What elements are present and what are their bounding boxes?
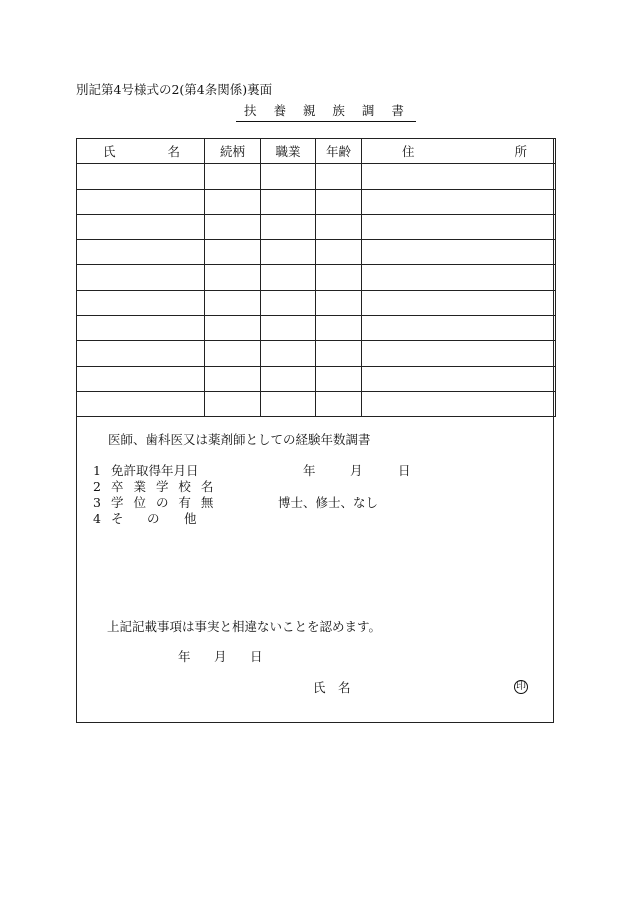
table-row — [77, 316, 556, 341]
signature-name-label: 氏 名 — [313, 680, 351, 695]
license-year-label: 年 — [303, 463, 316, 478]
document-title: 扶 養 親 族 調 書 — [236, 105, 416, 122]
cell-relation[interactable] — [205, 391, 261, 416]
degree-label: 学 位 の 有 無 — [111, 495, 217, 510]
certification-statement: 上記記載事項は事実と相違ないことを認めます。 — [107, 619, 382, 634]
cell-occupation[interactable] — [261, 316, 316, 341]
cell-age[interactable] — [316, 366, 362, 391]
school-label: 卒 業 学 校 名 — [111, 479, 217, 494]
cell-name[interactable] — [77, 391, 205, 416]
cell-name[interactable] — [77, 316, 205, 341]
cell-name[interactable] — [77, 341, 205, 366]
table-row — [77, 341, 556, 366]
table-row — [77, 366, 556, 391]
item-number: 4 — [93, 511, 101, 526]
cell-address[interactable] — [362, 316, 556, 341]
column-header-occupation: 職業 — [261, 139, 316, 164]
cell-age[interactable] — [316, 214, 362, 239]
cell-occupation[interactable] — [261, 240, 316, 265]
cell-relation[interactable] — [205, 189, 261, 214]
column-header-address-part: 住 — [402, 144, 415, 160]
cell-relation[interactable] — [205, 164, 261, 189]
cell-age[interactable] — [316, 240, 362, 265]
cert-day-label: 日 — [250, 649, 263, 664]
table-header-row — [77, 139, 556, 164]
cell-relation[interactable] — [205, 214, 261, 239]
column-header-age: 年齢 — [316, 139, 362, 164]
cell-name[interactable] — [77, 265, 205, 290]
cell-name[interactable] — [77, 214, 205, 239]
cell-address[interactable] — [362, 189, 556, 214]
item-number: 3 — [93, 495, 101, 510]
cell-relation[interactable] — [205, 290, 261, 315]
cell-occupation[interactable] — [261, 341, 316, 366]
cell-age[interactable] — [316, 164, 362, 189]
column-header-name-part: 氏 — [103, 144, 116, 160]
cell-address[interactable] — [362, 366, 556, 391]
table-row — [77, 290, 556, 315]
other-label-part: 他 — [184, 511, 197, 526]
cell-relation[interactable] — [205, 366, 261, 391]
cert-year-label: 年 — [178, 649, 191, 664]
cell-name[interactable] — [77, 189, 205, 214]
cell-name[interactable] — [77, 290, 205, 315]
cell-address[interactable] — [362, 164, 556, 189]
cell-occupation[interactable] — [261, 164, 316, 189]
cell-age[interactable] — [316, 265, 362, 290]
seal-icon: 印 — [516, 681, 526, 692]
cell-name[interactable] — [77, 164, 205, 189]
cell-name[interactable] — [77, 366, 205, 391]
table-row — [77, 189, 556, 214]
cell-age[interactable] — [316, 189, 362, 214]
cell-occupation[interactable] — [261, 214, 316, 239]
dependents-table — [76, 138, 556, 417]
table-row — [77, 214, 556, 239]
cell-age[interactable] — [316, 290, 362, 315]
item-number: 1 — [93, 463, 101, 478]
cell-age[interactable] — [316, 316, 362, 341]
license-day-label: 日 — [398, 463, 411, 478]
column-header-address — [362, 139, 556, 164]
other-label-part: そ — [111, 511, 124, 526]
other-label-part: の — [147, 511, 160, 526]
item-number: 2 — [93, 479, 101, 494]
degree-options: 博士、修士、なし — [278, 495, 379, 510]
cell-occupation[interactable] — [261, 290, 316, 315]
experience-heading: 医師、歯科医又は薬剤師としての経験年数調書 — [108, 432, 371, 447]
cell-address[interactable] — [362, 290, 556, 315]
cell-age[interactable] — [316, 391, 362, 416]
cell-occupation[interactable] — [261, 265, 316, 290]
cell-address[interactable] — [362, 265, 556, 290]
cell-occupation[interactable] — [261, 189, 316, 214]
table-row — [77, 391, 556, 416]
cell-relation[interactable] — [205, 316, 261, 341]
license-date-label: 免許取得年月日 — [111, 463, 199, 478]
form-header-note: 別記第4号様式の2(第4条関係)裏面 — [76, 82, 273, 97]
column-header-relation: 続柄 — [205, 139, 261, 164]
cell-relation[interactable] — [205, 240, 261, 265]
column-header-name — [77, 139, 205, 164]
cell-age[interactable] — [316, 341, 362, 366]
cell-occupation[interactable] — [261, 366, 316, 391]
cell-name[interactable] — [77, 240, 205, 265]
cell-address[interactable] — [362, 341, 556, 366]
cell-address[interactable] — [362, 391, 556, 416]
column-header-address-part: 所 — [514, 144, 527, 160]
cell-address[interactable] — [362, 240, 556, 265]
table-row — [77, 240, 556, 265]
cell-occupation[interactable] — [261, 391, 316, 416]
table-body — [77, 164, 556, 417]
license-month-label: 月 — [350, 463, 363, 478]
cell-relation[interactable] — [205, 265, 261, 290]
column-header-name-part: 名 — [167, 144, 180, 160]
cell-address[interactable] — [362, 214, 556, 239]
cert-month-label: 月 — [214, 649, 227, 664]
table-row — [77, 164, 556, 189]
cell-relation[interactable] — [205, 341, 261, 366]
table-row — [77, 265, 556, 290]
